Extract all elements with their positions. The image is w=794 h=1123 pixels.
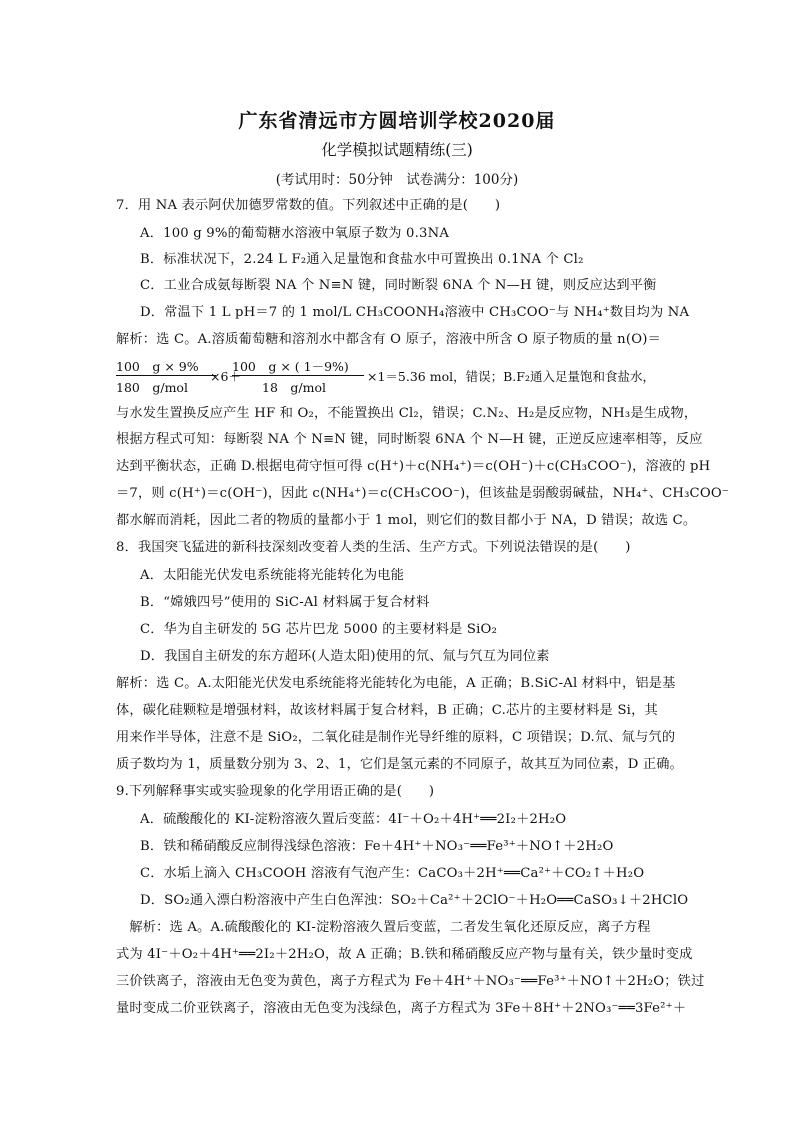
q7-analysis-line-4: 根据方程式可知：每断裂 NA 个 N≡N 键，同时断裂 6NA 个 N—H 键，正逆反应速率相等，反应 <box>116 432 703 447</box>
q7-option-b: B．标准状况下，2.24 L F₂通入足量饱和食盐水中可置换出 0.1NA 个 Cl₂ <box>140 252 584 267</box>
q7-analysis-line-1: 解析：选 C。A.溶质葡萄糖和溶剂水中都含有 O 原子，溶液中所含 O 原子物质的量 n(O)＝ <box>116 332 661 347</box>
q7-analysis-line-7: 都水解而消耗，因此二者的物质的量都小于 1 mol，则它们的数目都小于 NA，D 错误；故选 C。 <box>116 513 697 528</box>
fraction-tail: ×1＝5.36 mol，错误；B.F₂通入足量饱和食盐水， <box>367 369 655 384</box>
document-title: 广东省清远市方圆培训学校2020届 <box>238 110 556 132</box>
fraction-2-bar <box>232 375 364 376</box>
fraction-1-numerator: 100 g × 9% <box>116 359 199 374</box>
fraction-2-denominator: 18 g/mol <box>262 380 326 395</box>
question-7-stem: 7．用 NA 表示阿伏加德罗常数的值。下列叙述中正确的是( ) <box>116 198 501 213</box>
q9-option-b: B．铁和稀硝酸反应制得浅绿色溶液：Fe＋4H⁺＋NO₃⁻══Fe³⁺＋NO↑＋2H₂O <box>140 839 614 854</box>
q7-option-d: D．常温下 1 L pH＝7 的 1 mol/L CH₃COONH₄溶液中 CH₃COO⁻与 NH₄⁺数目均为 NA <box>140 305 690 320</box>
q8-option-d: D．我国自主研发的东方超环(人造太阳)使用的氘、氚与氕互为同位素 <box>140 649 550 664</box>
fraction-2-numerator: 100 g × ( 1－9%) <box>232 359 349 374</box>
q7-option-a: A．100 g 9%的葡萄糖水溶液中氧原子数为 0.3NA <box>140 226 450 241</box>
q7-analysis-line-6: ＝7，则 c(H⁺)＝c(OH⁻)，因此 c(NH₄⁺)＝c(CH₃COO⁻)，但该盐是弱酸弱碱盐，NH₄⁺、CH₃COO⁻ <box>116 486 730 501</box>
q8-option-a: A．太阳能光伏发电系统能将光能转化为电能 <box>140 568 405 583</box>
q9-analysis-line-2: 式为 4I⁻＋O₂＋4H⁺══2I₂＋2H₂O，故 A 正确；B.铁和稀硝酸反应产物与量有关，铁少量时变成 <box>116 947 693 962</box>
q8-analysis-line-4: 质子数均为 1，质量数分别为 3、2、1，它们是氢元素的不同原子，故其互为同位素，D 正确。 <box>116 757 684 772</box>
q9-analysis-line-3: 三价铁离子，溶液由无色变为黄色，离子方程式为 Fe＋4H⁺＋NO₃⁻══Fe³⁺＋NO↑＋2H₂O；铁过 <box>116 974 705 989</box>
question-8-stem: 8．我国突飞猛进的新科技深刻改变着人类的生活、生产方式。下列说法错误的是( ) <box>116 540 631 555</box>
exam-info: (考试用时：50分钟 试卷满分：100分) <box>275 172 519 188</box>
fraction-1-denominator: 180 g/mol <box>116 380 188 395</box>
document-subtitle: 化学模拟试题精练(三) <box>321 141 473 159</box>
q8-option-c: C．华为自主研发的 5G 芯片巴龙 5000 的主要材料是 SiO₂ <box>140 622 498 637</box>
q9-analysis-line-1: 解析：选 A。A.硫酸酸化的 KI-淀粉溶液久置后变蓝，二者发生氧化还原反应，离子方程 <box>116 920 651 935</box>
q9-analysis-line-4: 量时变成二价亚铁离子，溶液由无色变为浅绿色，离子方程式为 3Fe＋8H⁺＋2NO₃⁻══3Fe²⁺＋ <box>116 1001 687 1016</box>
q9-option-d: D．SO₂通入漂白粉溶液中产生白色浑浊：SO₂＋Ca²⁺＋2ClO⁻＋H₂O══CaSO₃↓＋2HClO <box>140 893 689 908</box>
q9-option-a: A．硫酸酸化的 KI-淀粉溶液久置后变蓝：4I⁻＋O₂＋4H⁺══2I₂＋2H₂O <box>140 812 567 827</box>
fraction-1-bar <box>116 375 216 376</box>
q9-option-c: C．水垢上滴入 CH₃COOH 溶液有气泡产生：CaCO₃＋2H⁺══Ca²⁺＋CO₂↑＋H₂O <box>140 866 645 881</box>
q8-analysis-line-3: 用来作半导体，注意不是 SiO₂，二氧化硅是制作光导纤维的原料，C 项错误；D.氘、氚与氕的 <box>116 730 676 745</box>
q7-option-c: C．工业合成氨每断裂 NA 个 N≡N 键，同时断裂 6NA 个 N—H 键，则反应达到平衡 <box>140 278 657 293</box>
fraction-operator: ×6＋ <box>210 369 241 384</box>
question-9-stem: 9.下列解释事实或实验现象的化学用语正确的是( ) <box>116 784 435 799</box>
q8-analysis-line-1: 解析：选 C。A.太阳能光伏发电系统能将光能转化为电能，A 正确；B.SiC-Al 材料中，铝是基 <box>116 676 676 691</box>
q7-analysis-line-3: 与水发生置换反应产生 HF 和 O₂，不能置换出 Cl₂，错误；C.N₂、H₂是反应物，NH₃是生成物， <box>116 406 698 421</box>
q8-option-b: B．“嫦娥四号”使用的 SiC-Al 材料属于复合材料 <box>140 595 430 610</box>
q8-analysis-line-2: 体，碳化硅颗粒是增强材料，故该材料属于复合材料，B 正确；C.芯片的主要材料是 Si，其 <box>116 703 658 718</box>
q7-analysis-line-5: 达到平衡状态，正确 D.根据电荷守恒可得 c(H⁺)＋c(NH₄⁺)＝c(OH⁻)＋c(CH₃COO⁻)，溶液的 pH <box>116 459 711 474</box>
